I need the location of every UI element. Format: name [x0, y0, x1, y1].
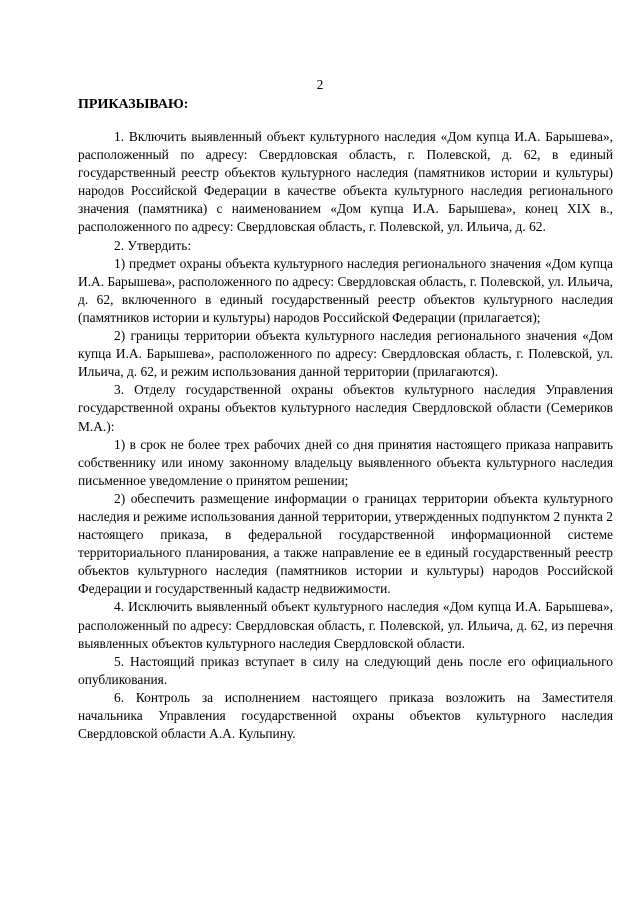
paragraph-item-2-approve: 2. Утвердить: — [114, 237, 192, 253]
paragraph-item-3-department: 3. Отделу государственной охраны объектов культурного наследия Управления государственной охраны объектов культурного наследия Свердловской области (Семериков М.А.): — [78, 382, 613, 434]
paragraph-item-1-include-object: 1. Включить выявленный объект культурного наследия «Дом купца И.А. Барышева», расположенный по адресу: Свердловская область, г. Полевской, д. 62, в единый государственный реестр объектов культурного наследия (памятников истории и культуры) народов Российской Федерации в качестве объекта культурного наследия регионального значения (памятника) с наименованием «Дом купца И.А. Барышева», конец XIX в., расположенного по адресу: Свердловская область, г. Полевской, ул. Ильича, д. 62. — [78, 129, 613, 235]
paragraph-item-6-control: 6. Контроль за исполнением настоящего приказа возложить на Заместителя начальника Управления государственной охраны объектов культурного наследия Свердловской области А.А. Кульпину. — [78, 689, 613, 742]
order-body — [78, 128, 613, 743]
page-number: 2 — [316, 77, 324, 92]
paragraph-item-4-exclude: 4. Исключить выявленный объект культурного наследия «Дом купца И.А. Барышева», расположенный по адресу: Свердловская область, г. Полевской, ул. Ильича, д. 62, из перечня выявленных объектов культурного наследия Свердловской области. — [78, 599, 613, 651]
paragraph-item-2-2-territory-boundaries: 2) границы территории объекта культурного наследия регионального значения «Дом купца И.А. Барышева», расположенного по адресу: Свердловская область, г. Полевской, ул. Ильича, д. 62, и режим использования данной территории (прилагаются). — [78, 328, 613, 380]
paragraph-item-2-1-protection-subject: 1) предмет охраны объекта культурного наследия регионального значения «Дом купца И.А. Барышева», расположенного по адресу: Свердловская область, г. Полевской, ул. Ильича, д. 62, включенного в единый государственный реестр объектов культурного наследия (памятников истории и культуры) народов Российской Федерации (прилагается); — [78, 255, 613, 325]
paragraph-item-3-2-publication: 2) обеспечить размещение информации о границах территории объекта культурного наследия и режиме использования данной территории, утвержденных подпунктом 2 пункта 2 настоящего приказа, в федеральной государственной информационной системе территориального планирования, а также направление ее в единый государственный реестр объектов культурного наследия (памятников истории и культуры) народов Российской Федерации и государственный кадастр недвижимости. — [78, 490, 613, 597]
order-heading: ПРИКАЗЫВАЮ: — [78, 97, 189, 112]
paragraph-item-5-effective-date: 5. Настоящий приказ вступает в силу на следующий день после его официального опубликования. — [78, 653, 613, 687]
paragraph-item-3-1-notification: 1) в срок не более трех рабочих дней со дня принятия настоящего приказа направить собственнику или иному законному владельцу выявленного объекта культурного наследия письменное уведомление о принятом решении; — [78, 436, 613, 488]
